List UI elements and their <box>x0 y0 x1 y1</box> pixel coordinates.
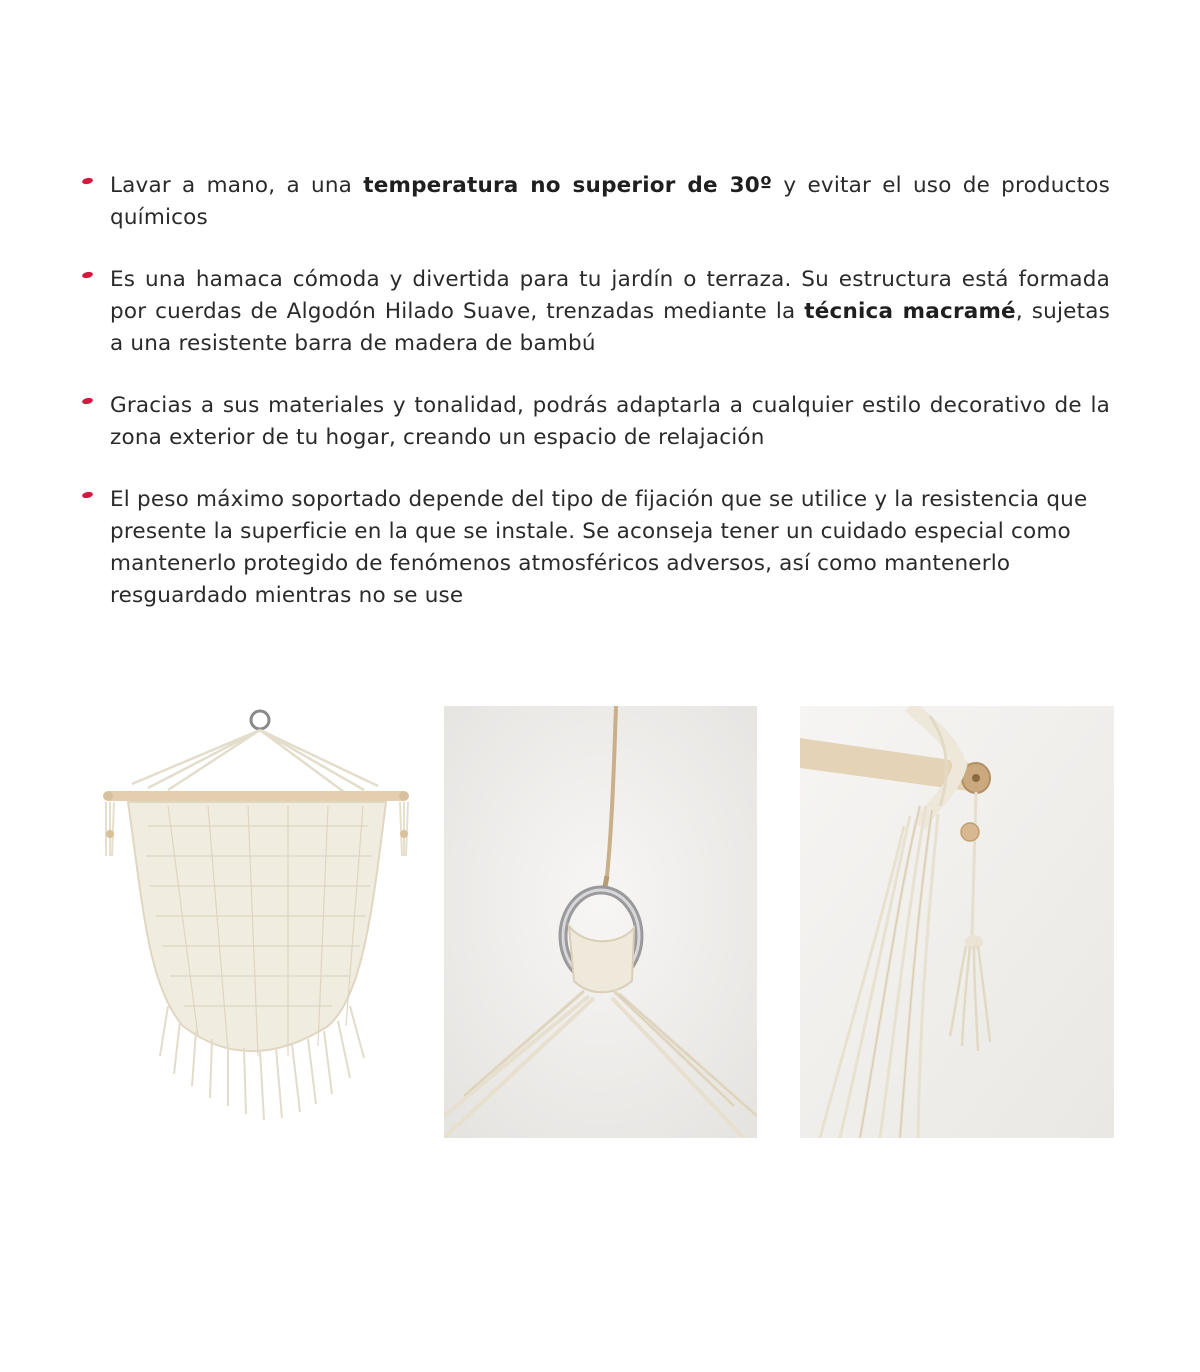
ring-detail-illustration <box>444 706 757 1138</box>
bold-segment: temperatura no superior de 30º <box>363 173 773 198</box>
bullet-marker-icon <box>81 177 93 185</box>
bullet-text <box>110 487 1087 608</box>
bar-tassel-illustration <box>800 706 1114 1138</box>
feature-bullet-list <box>82 170 1110 642</box>
bold-segment: técnica macramé <box>804 299 1016 324</box>
bullet-text <box>110 393 1110 450</box>
bullet-item-weight <box>82 484 1110 612</box>
bullet-marker-icon <box>81 397 93 405</box>
wooden-bar-tassel-detail-photo <box>800 706 1114 1138</box>
bullet-text <box>110 267 1110 356</box>
bullet-text <box>110 173 1110 230</box>
product-photo-row <box>0 706 1200 1138</box>
hammock-chair-photo <box>88 706 418 1138</box>
text-segment: y evitar el uso de productos químicos <box>110 173 1111 230</box>
bullet-item-washing <box>82 170 1110 234</box>
bullet-marker-icon <box>81 271 93 279</box>
hammock-chair-illustration <box>88 706 418 1138</box>
text-segment: Gracias a sus materiales y tonalidad, podrás adaptarla a cualquier estilo decorativo de la zona exterior de tu hogar, creando un espacio de relajación <box>110 393 1110 450</box>
text-segment: , sujetas a una resistente barra de madera de bambú <box>110 299 1110 356</box>
metal-ring-detail-photo <box>444 706 757 1138</box>
bullet-marker-icon <box>81 491 93 499</box>
text-segment: El peso máximo soportado depende del tipo de fijación que se utilice y la resistencia que presente la superficie en la que se instale. Se aconseja tener un cuidado especial como mantenerlo protegido de fenómenos atmosféricos adversos, así como mantenerlo resguardado mientras no se use <box>110 487 1088 608</box>
text-segment: Lavar a mano, a una <box>110 173 364 198</box>
text-segment: Es una hamaca cómoda y divertida para tu jardín o terraza. Su estructura está formada por cuerdas de Algodón Hilado Suave, trenzadas mediante la <box>110 267 1110 324</box>
bullet-item-structure <box>82 264 1110 360</box>
bullet-item-style <box>82 390 1110 454</box>
